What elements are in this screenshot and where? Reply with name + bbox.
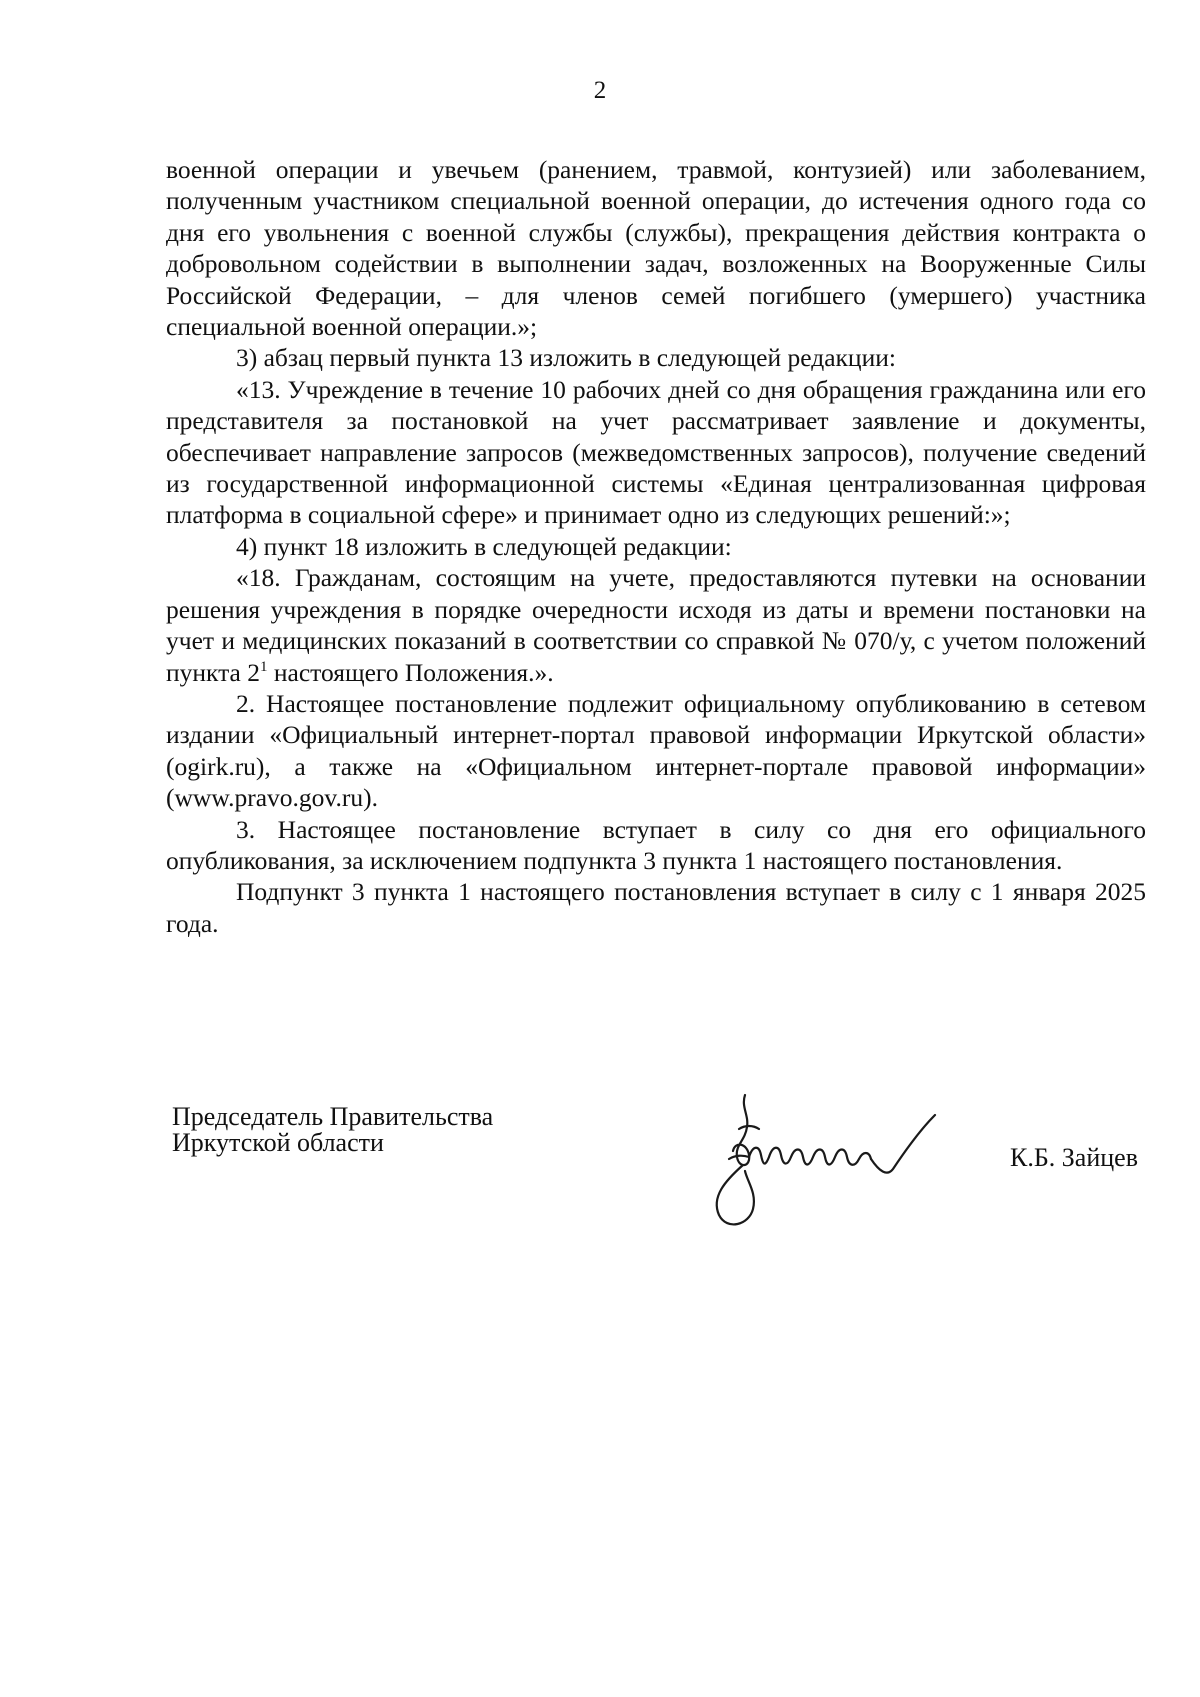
paragraph-item-4: 4) пункт 18 изложить в следующей редакции:	[236, 531, 732, 561]
paragraph-entry-into-force: 3. Настоящее постановление вступает в силу со дня его официального опубликования, за исключением подпункта 3 пункта 1 настоящего постановления.	[166, 814, 1146, 875]
page-number: 2	[593, 77, 607, 104]
paragraph-clause-13: «13. Учреждение в течение 10 рабочих дней со дня обращения гражданина или его представителя за постановкой на учет рассматривает заявление и документы, обеспечивает направление запросов (межведомственных запросов), получение сведений из государственной информационной системы «Единая централизованная цифровая платформа в социальной сфере» и принимает одно из следующих решений:»;	[166, 374, 1146, 530]
signatory-name: К.Б. Зайцев	[1010, 1143, 1138, 1172]
paragraph-item-3: 3) абзац первый пункта 13 изложить в следующей редакции:	[236, 343, 896, 373]
paragraph-clause-18	[166, 562, 1146, 688]
signatory-title-line-1: Председатель Правительства	[172, 1102, 494, 1131]
signatory-title-line-2: Иркутской области	[172, 1128, 384, 1157]
clause-18-text: «18. Гражданам, состоящим на учете, предоставляются путевки на основании решения учреждения в порядке очередности исходя из даты и времени постановки на учет и медицинских показаний в соответствии со справкой № 070/у, с учетом положений пункта 2	[166, 563, 1146, 687]
paragraph-publication: 2. Настоящее постановление подлежит официальному опубликованию в сетевом издании «Официальный интернет-портал правовой информации Иркутской области» (ogirk.ru), а также на «Официальном интернет-портале правовой информации» (www.pravo.gov.ru).	[166, 688, 1146, 813]
paragraph-continuation: военной операции и увечьем (ранением, травмой, контузией) или заболеванием, полученным участником специальной военной операции, до истечения одного года со дня его увольнения с военной службы (службы), прекращения действия контракта о добровольном содействии в выполнении задач, возложенных на Вооруженные Силы Российской Федерации, – для членов семей погибшего (умершего) участника специальной военной операции.»;	[166, 155, 1146, 342]
superscript-marker: 1	[260, 658, 268, 675]
signatory-title	[172, 1104, 493, 1156]
document-body	[166, 154, 1146, 939]
paragraph-subclause-effective-date: Подпункт 3 пункта 1 настоящего постановления вступает в силу с 1 января 2025 года.	[166, 877, 1146, 938]
handwritten-signature	[705, 1085, 965, 1235]
clause-18-tail: настоящего Положения.».	[267, 657, 554, 687]
